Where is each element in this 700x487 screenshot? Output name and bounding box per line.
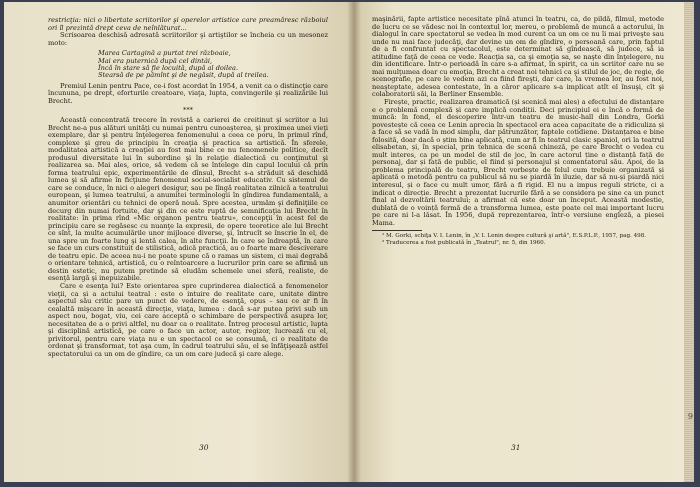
verse-line: Mai era puternică după cel dintâi, bbox=[98, 56, 213, 65]
book-gutter bbox=[347, 2, 361, 482]
footnote-rule bbox=[372, 230, 422, 231]
intro-paragraph: Scrisoarea deschisă adresată scriitorilor şi artiştilor se încheia cu un mesonez moto: bbox=[48, 31, 328, 47]
book-spread bbox=[4, 2, 694, 482]
page-number-left: 30 bbox=[199, 443, 209, 452]
lenin-prize-paragraph: Premiul Lenin pentru Pace, ce-i fost acordat în 1954, a venit ca o distincţie care încununa, pe drept, eforturile creatoare, viaţa, lupta, convingerile şi realizările lui Brecht. bbox=[48, 81, 328, 105]
body-paragraph: Această concentrată trecere în revistă a carierei de creitinut şi scriitor a lui Brecht ne-a pus alături unităţi cu numai pentru cunoaşterea, şi proximea unei vieţi exemplare, dar şi pentru înţelegerea fenomenului a ceea ce poru, în primul rînd, complexe şi greu de principiu în creaţia şi practica sa artistică. În sferele, modalitatea artistică a creaţiei au fost mai bine ce nu fenomenele politice, decît produsul diversitate lui în subordine şi în relaţie dialectică cu conţinutul şi realizarea sa. Mai ales, orice, să vedem că se întelege din capul locului că prin forma teatrului epic, experimentările de dînsul, Brecht s-a străduit să deschidă lumea şi să afirme în ficţiune fenomenul social-socialist educativ. Cu sistemul de care se conduce, în nici o alegeri desigur, sau pe lîngă realitatea zilnică a teatrului european, şi lumea teatrului, a anumitei terminologii în gîndirea fundamentală, a anumitor orientări cu tehnici de operă nouă. Spre acestea, urmăm şi definiţiile ce decurg din numai fortuite, dar şi din ce este ruptă de semnificaţia lui Brecht în realitate: în prima rînd «Mic organon pentru teatru», concepţii în acest fel de principiu care se regăsesc cu nuanţe la expresii, de opere teoretice ale lui Brecht ce sînt, la multe acumulările unor mijloace diverse, şi, întrucît se înscrie în el, de una spre un foarte lung şi lentă calea, în alte funcţii. În care se îndreaptă, în care se face un curs constituit de stilistică, adică practică, au o foarte mare desciverare de teatru epic. De aceea nu-i ne poate spune că o ramas un sistem, ci mai degrabă o orientare tehnică, artistică, cu o reîntoarcere a lucrurilor prin care se afirmă un destin estetic, nu putem pretinde să eludăm schemele unei sferă, realiste, de esenţă largă şi inepuizabile. bbox=[48, 116, 328, 283]
verse-line: Marea Cartagină a purtat trei războaie, bbox=[98, 49, 231, 58]
left-text-column bbox=[48, 17, 328, 359]
verse-line: Stearsă de pe pămînt şi de negăsit, după al treilea. bbox=[98, 71, 269, 80]
body-paragraph: Firește, practic, realizarea dramatică (și scenică mai ales) a efectului de distanțare e o problemă complexă și care implică condiții. Deci principiul ei e încă o formă de muncă: în fond, el descoperire într-un teatru de music-hall din Londra, Gorki povestește că ceea ce Lenin aprecia în spectacol era acea capacitate de a ridiculiza și a face să se vadă în mod simplu, dar pătrunzător, faptele cotidiene. Distanțarea e bine folosită, doar dacă o știm bine aplicată, cum ar fi în teatrul clasic spaniol, ori la teatrul elisabetan, și, în special, prin tehnica de scenă chineză, pe care Brecht o vedea cu mult interes, ca pe un model de stil de joc, în care actorul ține o distanță față de personaj, dar și față de public, el fiind și personajul și comentatorul său. Apoi, de la problema principală de teatru, Brecht vorbește de felul cum trebuie organizată și aplicată o metodă pentru ca publicul să nu se piardă în iluzie, dar să nu-și piardă nici interesul, și o face cu mult umor, fără a fi rigid. El nu a impus reguli stricte, ci a indicat o direcție. Brecht a prezentat lucrurile fără a se considera pe sine ca un punct final al dezvoltării teatrului; a afirmat că este doar un început. Această modestie, dublată de o voință fermă de a transforma lumea, este poate cel mai important lucru pe care ni l-a lăsat. În 1956, după reprezentarea, într-o versiune engleză, a piesei Mama. bbox=[372, 98, 664, 227]
page-number-right: 31 bbox=[511, 443, 521, 452]
right-text-column bbox=[372, 16, 664, 246]
footnote: ¹ M. Gorki, schiţa V. I. Lenin, în „V. I. Lenin despre cultură şi artă", E.S.P.L.P., 1957, pag. 498. bbox=[382, 233, 647, 240]
body-paragraph: maşinării, fapte artistice necesitate pînă atunci în teatru, ca, de pildă, filmul, metode de lucru ce se vădesc noi în contextul lor, mereu, o problemă de muncă a actorului, în dialogul în care spectatorul se vedea în mod curent ca un om ce nu îi mai priveşte sau unde nu mai face judecăţi, dar devine un om de gîndire, o persoană care, prin faptul de a fi confruntat cu spectacolul, este determinat să gîndească, să judece, să ia atitudine faţă de ceea ce vede. Reacţia sa, ca şi emoţia sa, se naşte din înţelegere, nu din identificare. Într-o perioadă în care s-a afirmat, în spirit, ca un scriitor care nu se mai mulţumea doar cu emoţia, Brecht a creat noi tehnici ca şi stilul de joc, de regie, de scenografie, pe care le vedem azi ca fiind fireşti, dar care, la vremea lor, au fost noi, neaşteptate, adesea contestate, în a căror aplicare s-a implicat atît el însuşi, cît şi colaboratorii săi, la Berliner Ensemble. bbox=[372, 15, 664, 99]
footnote: ² Traducerea a fost publicată în „Teatrul", nr. 5, din 1960. bbox=[382, 239, 546, 246]
verse-block bbox=[98, 50, 328, 80]
edge-number: 9 bbox=[687, 412, 693, 421]
section-separator: *** bbox=[183, 106, 193, 115]
right-page bbox=[354, 2, 694, 482]
lead-fragment: restricţia: nici o libertate scriitorilor şi operelor artistice care preamăresc războiul ori îl prezintă drept ceva de neînlăturat... bbox=[48, 16, 328, 32]
page-edge bbox=[684, 2, 694, 482]
left-page bbox=[4, 2, 354, 482]
verse-line: Încă în stare să fie locuită, după al doilea. bbox=[98, 64, 239, 72]
body-paragraph: Care e esenţa lui? Este orientarea spre cuprinderea dialectică a fenomenelor vieţii, ca și a actului teatral : este o intuire de realitate care, unitate dintre aspectul său critic pare un punct de vedere, de esenţă, opus – sau ce ar fi în cealaltă mişcare în această direcţie, viaţa, lumea : dacă s-ar putea privi sub un aspect nou, bogat, viu, cei care acceptă o schimbare de perspectivă asupra lor, necesitatea de a o privi altfel, nu doar ca o realitate. Întreg procesul artistic, lupta şi disciplină artistică, pe care o face un actor, autor, regizor, lucrează cu el, privitorul, pentru care viaţa nu e un spectacol ce se consumă, ci o realitate de ordonat şi transformat, tot aşa cum, în cadrul teatrului său, el se înfăţişează astfel spectatorului ca un om de gîndire, ca un om care judecă şi care alege. bbox=[48, 282, 328, 358]
